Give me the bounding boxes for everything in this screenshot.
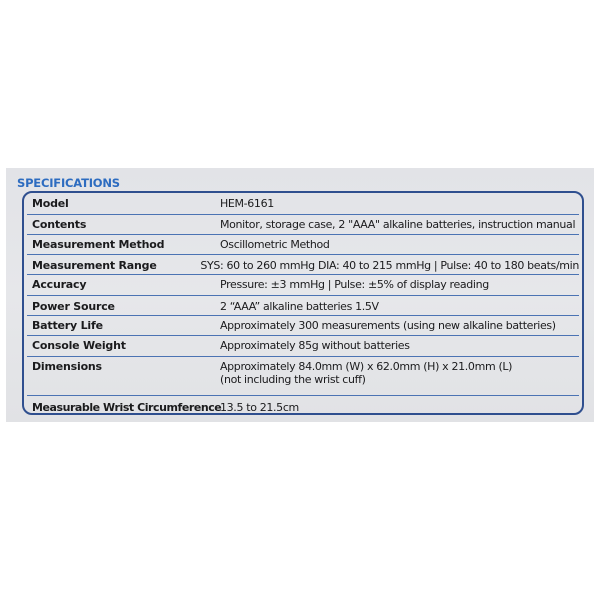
- spec-row-dimensions: [27, 357, 579, 396]
- spec-row-measurement-method: [27, 235, 579, 255]
- spec-value-line: HEM-6161: [220, 197, 274, 210]
- spec-row-wrist-circumference: [27, 396, 579, 418]
- spec-value: [220, 339, 579, 356]
- spec-label: Contents: [32, 218, 87, 231]
- spec-label: Battery Life: [32, 319, 103, 332]
- spec-value: [220, 197, 579, 214]
- spec-value: [220, 401, 579, 418]
- spec-label: Measurement Range: [32, 259, 157, 272]
- spec-row-contents: [27, 215, 579, 235]
- spec-value-line: (not including the wrist cuff): [220, 373, 366, 386]
- spec-value-line: Oscillometric Method: [220, 238, 330, 251]
- spec-value-line: Approximately 84.0mm (W) x 62.0mm (H) x 21.0mm (L): [220, 360, 513, 373]
- spec-label: Model: [32, 197, 69, 210]
- spec-label: Measurable Wrist Circumference: [32, 401, 222, 414]
- specifications-heading: SPECIFICATIONS: [17, 176, 120, 190]
- spec-value: [220, 360, 579, 395]
- spec-row-battery-life: [27, 316, 579, 336]
- spec-label: Measurement Method: [32, 238, 165, 251]
- spec-value: [200, 259, 579, 274]
- spec-value: [220, 319, 579, 335]
- spec-label: Dimensions: [32, 360, 102, 373]
- spec-value: [220, 238, 579, 254]
- specifications-table: [27, 194, 579, 418]
- spec-label: Accuracy: [32, 278, 87, 291]
- specifications-panel: [6, 168, 594, 422]
- spec-value-line: Approximately 300 measurements (using new alkaline batteries): [220, 319, 556, 332]
- spec-value: [220, 218, 579, 234]
- spec-label: Power Source: [32, 300, 115, 313]
- spec-value-line: 2 “AAA” alkaline batteries 1.5V: [220, 300, 379, 313]
- spec-value-line: Pressure: ±3 mmHg | Pulse: ±5% of display reading: [220, 278, 489, 291]
- specifications-table-frame: [22, 191, 584, 415]
- spec-value-line: Monitor, storage case, 2 "AAA" alkaline batteries, instruction manual: [220, 218, 576, 231]
- spec-row-power-source: [27, 296, 579, 316]
- spec-value: [220, 300, 579, 315]
- spec-value: [220, 278, 579, 295]
- spec-label: Console Weight: [32, 339, 126, 352]
- spec-row-accuracy: [27, 275, 579, 296]
- spec-value-line: SYS: 60 to 260 mmHg DIA: 40 to 215 mmHg | Pulse: 40 to 180 beats/min: [200, 259, 579, 272]
- spec-row-console-weight: [27, 336, 579, 357]
- spec-row-model: [27, 194, 579, 215]
- spec-row-measurement-range: [27, 255, 579, 275]
- spec-value-line: 13.5 to 21.5cm: [220, 401, 299, 414]
- spec-value-line: Approximately 85g without batteries: [220, 339, 410, 352]
